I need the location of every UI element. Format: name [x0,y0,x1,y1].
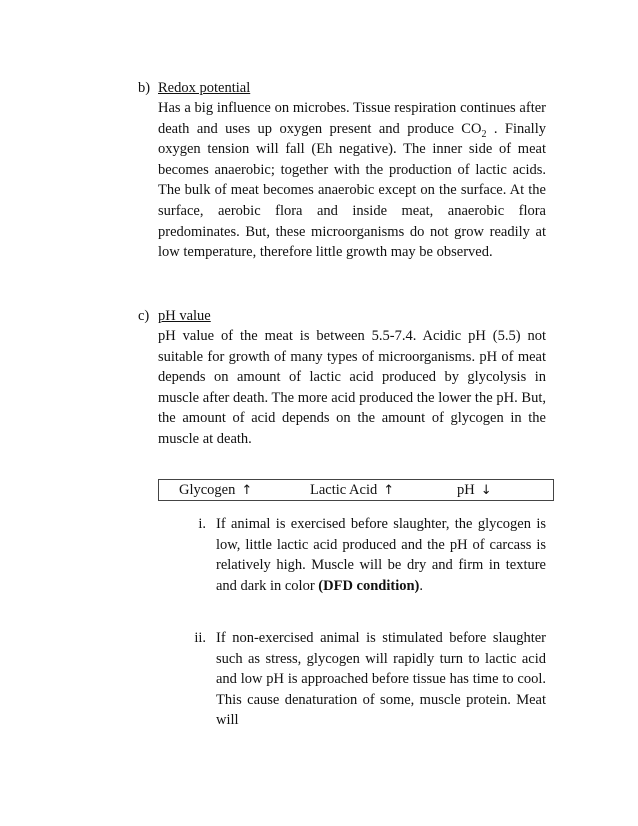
section-ph-value [138,306,546,450]
section-letter: b) [138,80,151,96]
formula-glycogen [179,480,252,501]
up-arrow-icon: ↑ [383,483,395,498]
list-item-number: ii. [194,630,206,646]
section-redox-potential [138,78,546,263]
lactic-acid-label: Lactic Acid [310,482,378,498]
list-item [170,514,546,596]
formula-ph [457,480,492,501]
co2-subscript: 2 [481,128,487,140]
dfd-condition-term: (DFD condition) [318,577,420,594]
down-arrow-icon: ↓ [480,483,492,498]
ph-paragraph: pH value of the meat is between 5.5-7.4. Acidic pH (5.5) not suitable for growth of many types of microorganisms. pH of meat depends on amount of lactic acid produced by glycolysis in muscle after death. The more acid produced the lower the pH. But, the amount of acid depends on the amount of glycogen in the muscle at death. [158,328,546,447]
section-title: pH value [158,308,211,324]
glycogen-ph-relation-box [158,479,554,501]
section-heading [138,306,546,326]
glycogen-label: Glycogen [179,482,236,498]
section-title: Redox potential [158,80,251,96]
item-tail: . [419,577,424,594]
up-arrow-icon: ↑ [241,483,253,498]
list-item-number: i. [198,516,206,532]
formula-lactic-acid [310,480,394,501]
list-item-text: If non-exercised animal is stimulated before slaughter such as stress, glycogen will rapidly turn to lactic acid and low pH is approached before tissue has time to cool. This cause denaturation of some, muscle protein. Meat will [216,630,546,729]
list-item-text [216,514,546,596]
item-body: If animal is exercised before slaughter, the glycogen is low, little lactic acid produced and the pH of carcass is relatively high. Muscle will be dry and firm in texture and dark in color [216,516,546,594]
redox-text-part2: . Finally oxygen tension will fall (Eh negative). The inner side of meat becomes anaerobic; together with the production of lactic acids. The bulk of meat becomes anaerobic except on the surface. At the surface, aerobic flora and inside meat, anaerobic flora predominates. But, these microorganisms do not grow readily at low temperature, therefore little growth may be observed. [158,120,546,261]
redox-paragraph [158,98,546,263]
section-letter: c) [138,308,150,324]
ph-label: pH [457,482,475,498]
list-item [170,628,546,731]
section-heading [138,78,546,98]
redox-text-part1: Has a big influence on microbes. Tissue respiration continues after death and uses up oxygen present and produce CO [158,100,546,137]
